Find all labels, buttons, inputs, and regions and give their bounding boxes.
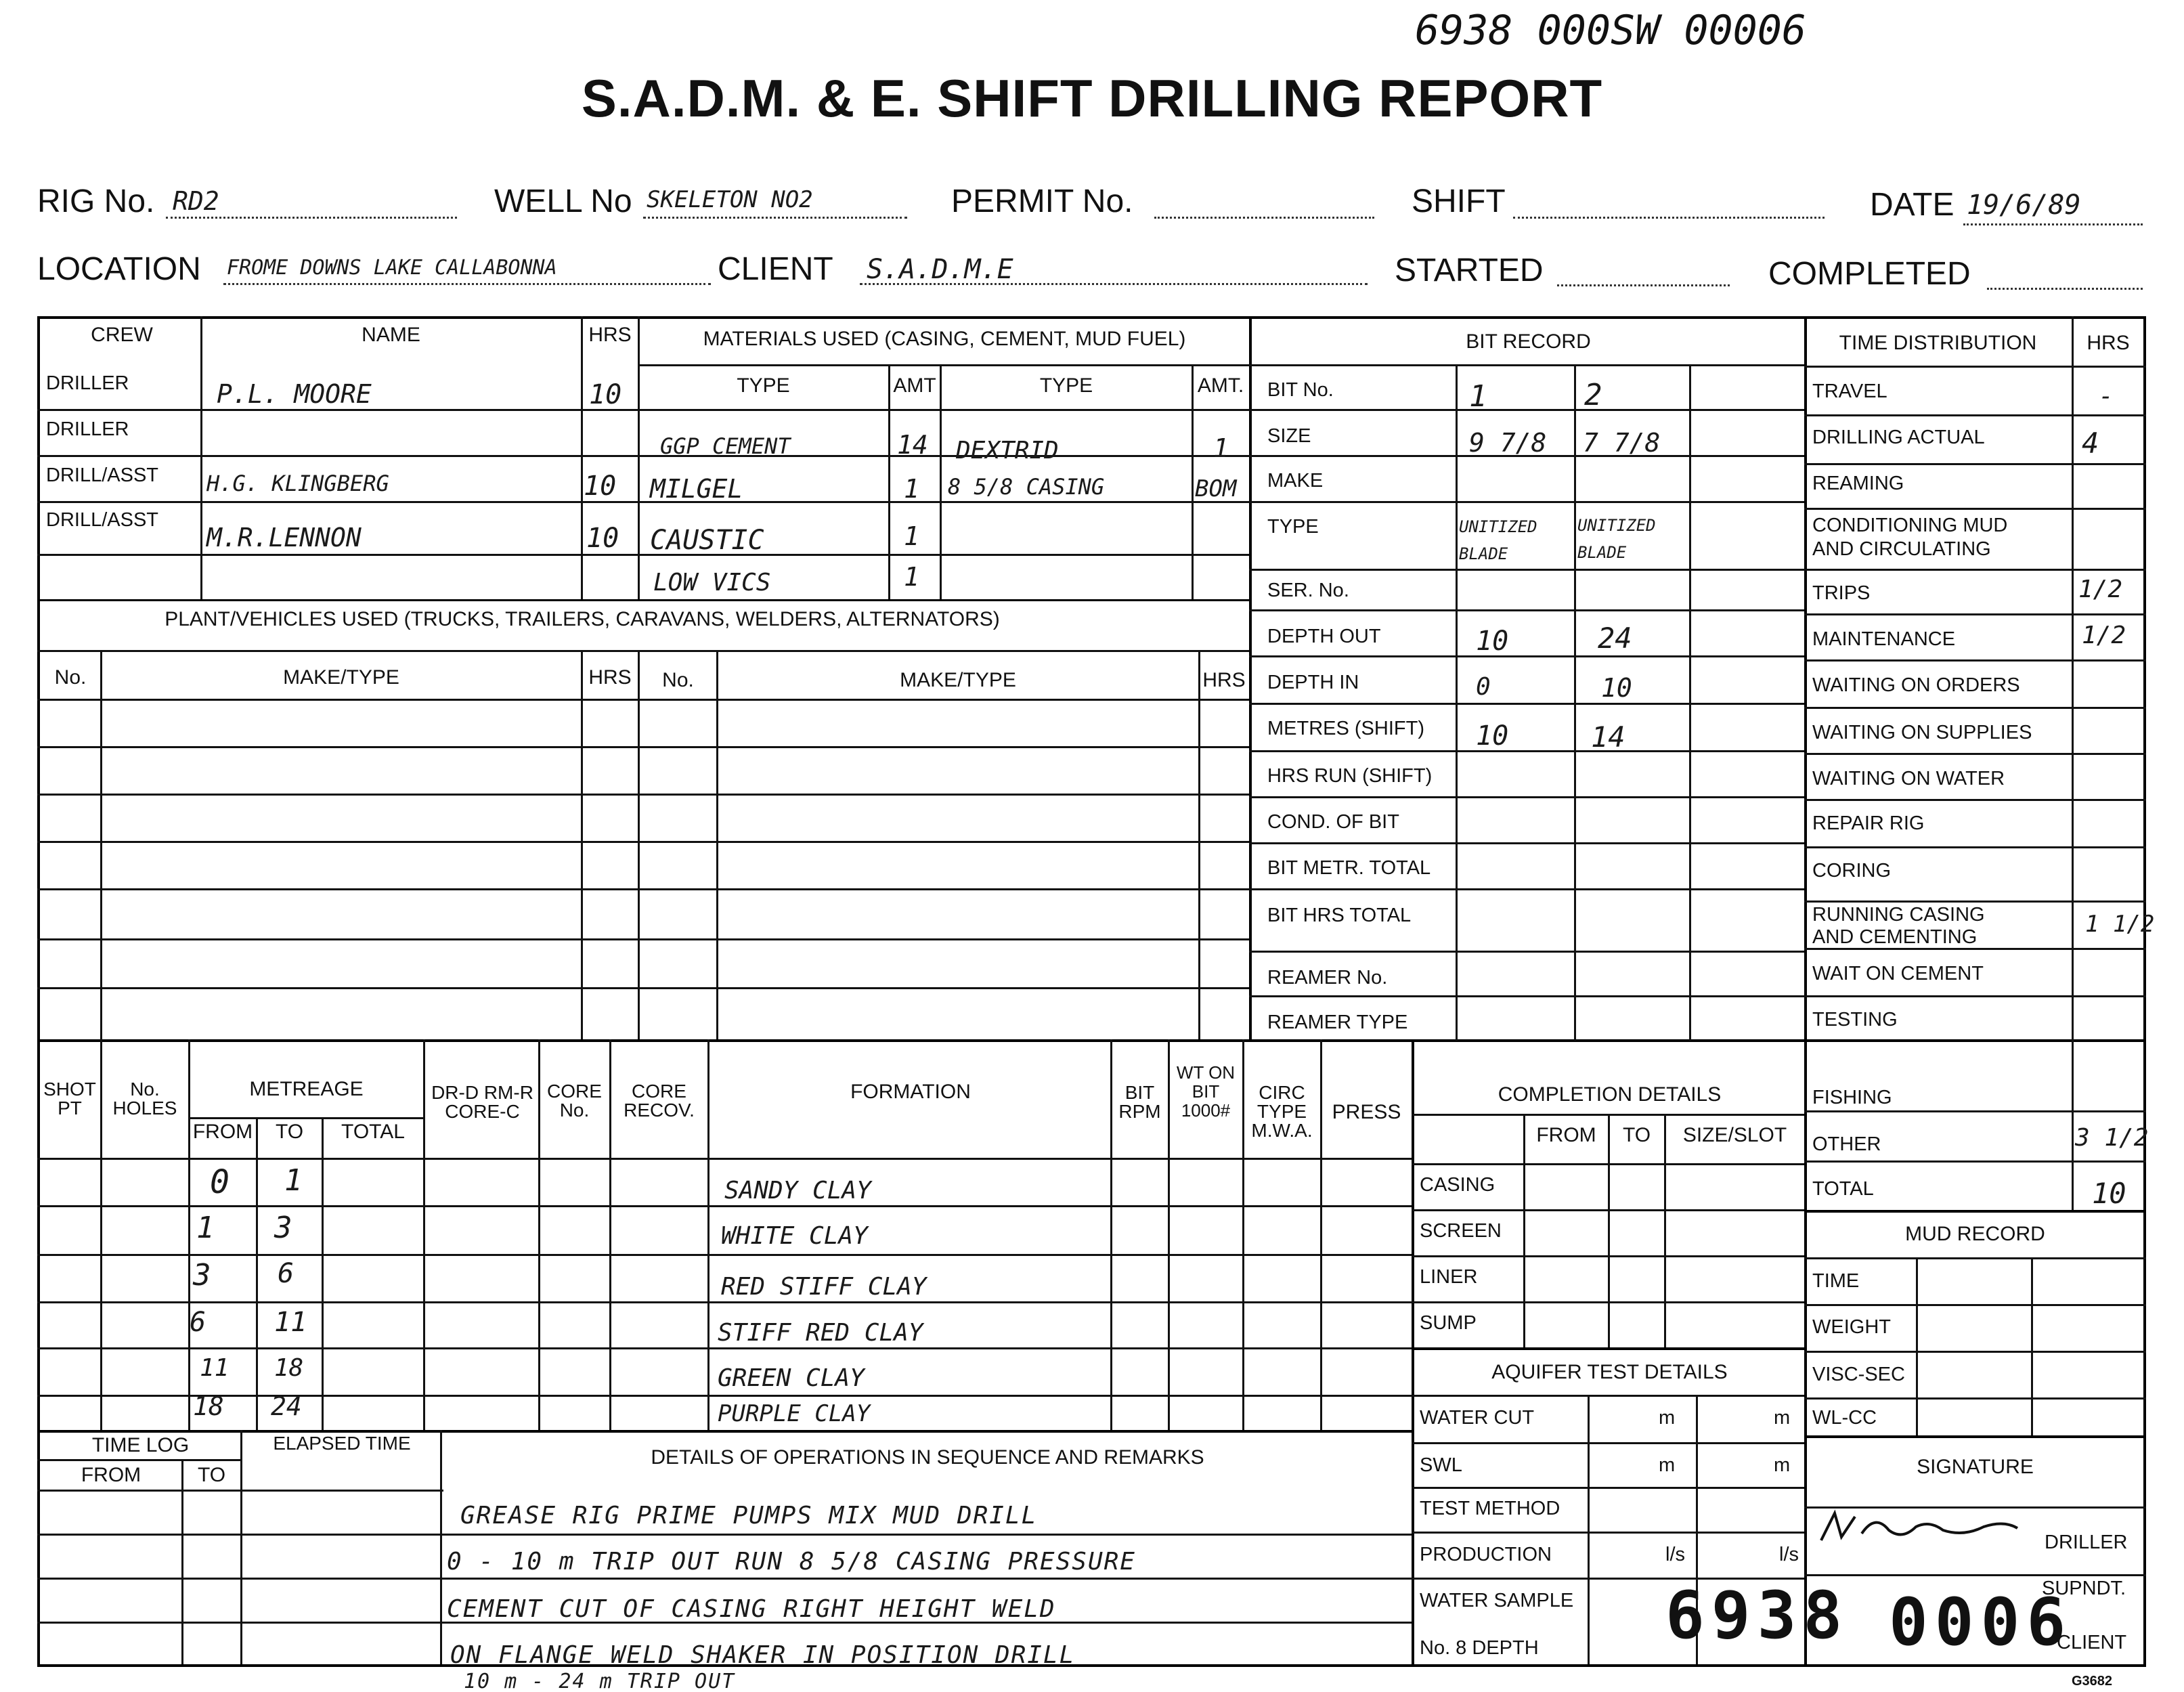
completion-row: SUMP [1420,1312,1477,1334]
crew-name[interactable]: P.L. MOORE [217,379,372,409]
bit-row-label: TYPE [1267,516,1319,538]
bit-rpm-header: BIT RPM [1118,1082,1161,1122]
formation-desc[interactable]: GREEN CLAY [718,1364,865,1392]
time-row-label: WAIT ON CEMENT [1812,963,1984,984]
time-row-hrs[interactable]: 1/2 [2082,622,2126,649]
bit2-value[interactable]: 7 7/8 [1583,428,1661,458]
no-holes-header: No. HOLES [112,1079,177,1119]
plant-hrs2-header: HRS [1202,669,1246,691]
formation-to[interactable]: 18 [274,1354,304,1382]
crew-name[interactable]: M.R.LENNON [206,523,362,552]
operations-line[interactable]: GREASE RIG PRIME PUMPS MIX MUD DRILL [460,1502,1038,1530]
bit-row-label: BIT HRS TOTAL [1267,905,1412,926]
aquifer-title: AQUIFER TEST DETAILS [1491,1361,1728,1383]
bit-row-label: COND. OF BIT [1267,811,1399,833]
bit1-value[interactable]: 10 [1476,720,1509,752]
bit1-value[interactable]: UNITIZED BLADE [1459,517,1537,563]
details-header: DETAILS OF OPERATIONS IN SEQUENCE AND REMARKS [651,1446,1204,1469]
core-no-header: CORE No. [547,1081,602,1121]
plant-make2-header: MAKE/TYPE [900,669,1016,691]
time-row-hrs[interactable]: 4 [2082,427,2099,460]
client-stamp: 0006 [1889,1584,2073,1660]
aquifer-stamp: 6938 [1665,1578,1850,1653]
operations-line[interactable]: 0 - 10 m TRIP OUT RUN 8 5/8 CASING PRESSURE [447,1548,1136,1576]
mud-row-label: VISC-SEC [1812,1364,1905,1385]
total-header: TOTAL [341,1121,405,1143]
time-row-label: FISHING [1812,1087,1892,1108]
well-no-label: WELL No [494,183,632,219]
formation-to[interactable]: 1 [284,1163,303,1198]
time-row-label: REPAIR RIG [1812,812,1925,834]
bit-record-title: BIT RECORD [1466,330,1591,353]
wt-on-bit-header: WT ON BIT 1000# [1176,1062,1236,1121]
formation-from[interactable]: 18 [193,1391,224,1421]
formation-desc[interactable]: PURPLE CLAY [718,1400,871,1427]
formation-from[interactable]: 1 [196,1211,215,1245]
location-label: LOCATION [37,251,201,287]
time-log-title: TIME LOG [91,1434,190,1456]
material-amt[interactable]: 1 [904,562,919,592]
time-log-from-header: FROM [81,1464,141,1486]
time-row-label: TESTING [1812,1009,1898,1031]
elapsed-time-header: ELAPSED TIME [273,1433,411,1454]
plant-make-header: MAKE/TYPE [283,666,399,689]
rig-no-label: RIG No. [37,183,155,219]
formation-to[interactable]: 3 [274,1211,292,1245]
plant-hrs-header: HRS [588,666,632,689]
crew-hrs[interactable]: 10 [589,379,622,410]
client-label: CLIENT [2057,1632,2127,1653]
completion-size-header: SIZE/SLOT [1682,1124,1787,1146]
circ-type-header: CIRC TYPE M.W.A. [1251,1082,1313,1141]
materials-title: MATERIALS USED (CASING, CEMENT, MUD FUEL) [703,328,1186,350]
core-recov-header: CORE RECOV. [624,1081,695,1121]
bit2-value[interactable]: 10 [1601,673,1632,703]
shot-pt-header: SHOT PT [43,1079,96,1119]
driller-signature [1814,1500,2038,1554]
material-amt2[interactable]: BOM [1195,475,1237,502]
bit-row-label: HRS RUN (SHIFT) [1267,765,1433,787]
aquifer-unit: m [1774,1407,1791,1429]
started-label: STARTED [1395,253,1544,288]
material-amt[interactable]: 14 [897,430,928,460]
aquifer-row: TEST METHOD [1420,1498,1560,1519]
operations-line[interactable]: ON FLANGE WELD SHAKER IN POSITION DRILL [450,1641,1076,1669]
name-col-header: NAME [362,324,420,346]
material-type2[interactable]: 8 5/8 CASING [948,474,1105,500]
bit2-value[interactable]: 2 [1584,378,1602,412]
metreage-header: METREAGE [249,1078,364,1100]
client-label: CLIENT [718,251,833,287]
bit2-value[interactable]: UNITIZED BLADE [1577,516,1656,562]
operations-line[interactable]: 10 m - 24 m TRIP OUT [464,1670,736,1692]
time-log-to-header: TO [197,1464,226,1486]
crew-role: DRILL/ASST [46,509,158,531]
time-row-hrs[interactable]: 1/2 [2078,576,2123,603]
material-type[interactable]: GGP CEMENT [660,433,791,459]
bit2-value[interactable]: 24 [1598,622,1632,655]
time-row-label-2: AND CEMENTING [1812,926,1978,948]
completion-row: CASING [1420,1174,1495,1196]
location-value[interactable]: FROME DOWNS LAKE CALLABONNA [227,256,557,280]
plant-title: PLANT/VEHICLES USED (TRUCKS, TRAILERS, CARAVANS, WELDERS, ALTERNATORS) [165,608,1000,630]
bit1-value[interactable]: 1 [1469,379,1487,414]
aquifer-unit: l/s [1779,1544,1799,1565]
formation-desc[interactable]: STIFF RED CLAY [718,1319,923,1347]
formation-from[interactable]: 6 [190,1307,206,1338]
rig-no-value[interactable]: RD2 [173,186,219,216]
report-title: S.A.D.M. & E. SHIFT DRILLING REPORT [581,68,1603,128]
crew-role: DRILL/ASST [46,464,158,486]
bit1-value[interactable]: 9 7/8 [1469,428,1547,458]
time-row-label: WAITING ON SUPPLIES [1812,722,2032,743]
crew-hrs[interactable]: 10 [586,523,619,554]
bit-row-label: METRES (SHIFT) [1267,718,1424,739]
time-row-hrs[interactable]: 3 1/2 [2075,1124,2149,1152]
bit2-value[interactable]: 14 [1591,720,1625,754]
time-row-label: TOTAL [1812,1178,1874,1200]
formation-desc[interactable]: WHITE CLAY [721,1222,868,1250]
material-type[interactable]: MILGEL [650,474,743,504]
aquifer-unit: m [1659,1407,1676,1429]
date-label: DATE [1870,187,1954,223]
bit-row-label: DEPTH OUT [1267,626,1381,647]
plant-no-header: No. [54,666,87,689]
completion-to-header: TO [1622,1124,1651,1146]
mud-row-label: WL-CC [1812,1407,1877,1429]
crew-name[interactable]: H.G. KLINGBERG [206,471,389,496]
formation-from[interactable]: 0 [210,1163,230,1201]
from-header: FROM [192,1121,253,1143]
formation-from[interactable]: 11 [200,1354,230,1382]
formation-to[interactable]: 6 [278,1258,294,1289]
permit-no-label: PERMIT No. [951,183,1133,219]
shift-label: SHIFT [1412,183,1506,219]
materials-amt2-header: AMT. [1197,374,1244,397]
bit-row-label: REAMER TYPE [1267,1012,1408,1033]
aquifer-row: PRODUCTION [1420,1544,1552,1565]
bit-row-label: REAMER No. [1267,967,1388,989]
bit-row-label: SIZE [1267,425,1311,447]
drd-header: DR-D RM-R CORE-C [431,1082,533,1122]
material-type[interactable]: CAUSTIC [650,525,764,556]
time-row-hrs[interactable]: 1 1/2 [2085,911,2155,938]
time-row-label-2: AND CIRCULATING [1812,538,1991,560]
formation-header: FORMATION [850,1081,971,1103]
time-row-label: MAINTENANCE [1812,628,1956,650]
press-header: PRESS [1332,1101,1401,1123]
materials-type-header: TYPE [737,374,790,397]
time-row-label: WAITING ON ORDERS [1812,674,2020,696]
aquifer-unit: m [1774,1454,1791,1476]
completed-label: COMPLETED [1768,256,1971,292]
formation-to[interactable]: 24 [271,1391,302,1421]
crew-role: DRILLER [46,418,129,440]
time-row-label: DRILLING ACTUAL [1812,427,1985,448]
bit-row-label: BIT METR. TOTAL [1267,857,1431,879]
well-no-value[interactable]: SKELETON NO2 [647,186,813,213]
time-dist-hrs-header: HRS [2087,332,2130,354]
time-row-hrs[interactable]: - [2099,383,2114,410]
time-dist-title: TIME DISTRIBUTION [1839,332,2037,354]
formation-to[interactable]: 11 [274,1307,307,1338]
bit-row-label: BIT No. [1267,379,1334,401]
materials-type2-header: TYPE [1039,374,1093,397]
crew-role: DRILLER [46,372,129,394]
mud-row-label: TIME [1812,1270,1860,1292]
material-amt[interactable]: 1 [904,474,919,504]
bit1-value[interactable]: 0 [1476,673,1491,701]
time-row-label: OTHER [1812,1133,1881,1155]
bit1-value[interactable]: 10 [1476,626,1509,657]
aquifer-row: No. 8 DEPTH [1420,1637,1539,1659]
signature-title: SIGNATURE [1917,1456,2034,1478]
time-row-label: REAMING [1812,473,1904,494]
completion-row: LINER [1420,1266,1478,1288]
formation-desc[interactable]: SANDY CLAY [724,1177,871,1205]
reference-number: 6938 000SW 00006 [1415,7,1806,54]
aquifer-unit: l/s [1665,1544,1685,1565]
date-value[interactable]: 19/6/89 [1967,190,2081,221]
form-code: G3682 [2072,1674,2113,1689]
plant-no2-header: No. [662,669,694,691]
time-row-label: TRIPS [1812,582,1871,604]
materials-amt-header: AMT [893,374,936,397]
time-row-label: RUNNING CASING [1812,904,1985,926]
crew-col-header: CREW [91,324,153,346]
time-row-hrs[interactable]: 10 [2092,1177,2126,1210]
bit-row-label: DEPTH IN [1267,672,1359,693]
operations-line[interactable]: CEMENT CUT OF CASING RIGHT HEIGHT WELD [447,1595,1056,1623]
completion-title: COMPLETION DETAILS [1498,1083,1722,1106]
time-row-label: TRAVEL [1812,381,1887,402]
material-type2[interactable]: DEXTRID [956,437,1059,464]
driller-label: DRILLER [2045,1532,2128,1553]
crew-hrs-col-header: HRS [588,324,632,346]
bit-row-label: SER. No. [1267,580,1349,601]
client-value[interactable]: S.A.D.M.E [867,254,1013,285]
time-row-label: WAITING ON WATER [1812,768,2005,789]
material-type[interactable]: LOW VICS [653,569,771,596]
aquifer-row: WATER SAMPLE [1420,1590,1574,1611]
formation-desc[interactable]: RED STIFF CLAY [721,1273,927,1301]
aquifer-row: SWL [1420,1454,1462,1476]
time-row-label: CONDITIONING MUD [1812,515,2008,536]
bit-row-label: MAKE [1267,470,1324,492]
aquifer-row: WATER CUT [1420,1407,1535,1429]
mud-row-label: WEIGHT [1812,1316,1891,1338]
material-amt2[interactable]: 1 [1213,433,1229,463]
completion-row: SCREEN [1420,1220,1502,1242]
formation-from[interactable]: 3 [193,1258,211,1293]
material-amt[interactable]: 1 [904,521,919,551]
mud-record-title: MUD RECORD [1905,1223,2045,1245]
supndt-label: SUPNDT. [2042,1578,2126,1599]
to-header: TO [275,1121,304,1143]
completion-from-header: FROM [1536,1124,1596,1146]
crew-hrs[interactable]: 10 [584,471,617,502]
aquifer-unit: m [1659,1454,1676,1476]
time-row-label: CORING [1812,860,1891,882]
